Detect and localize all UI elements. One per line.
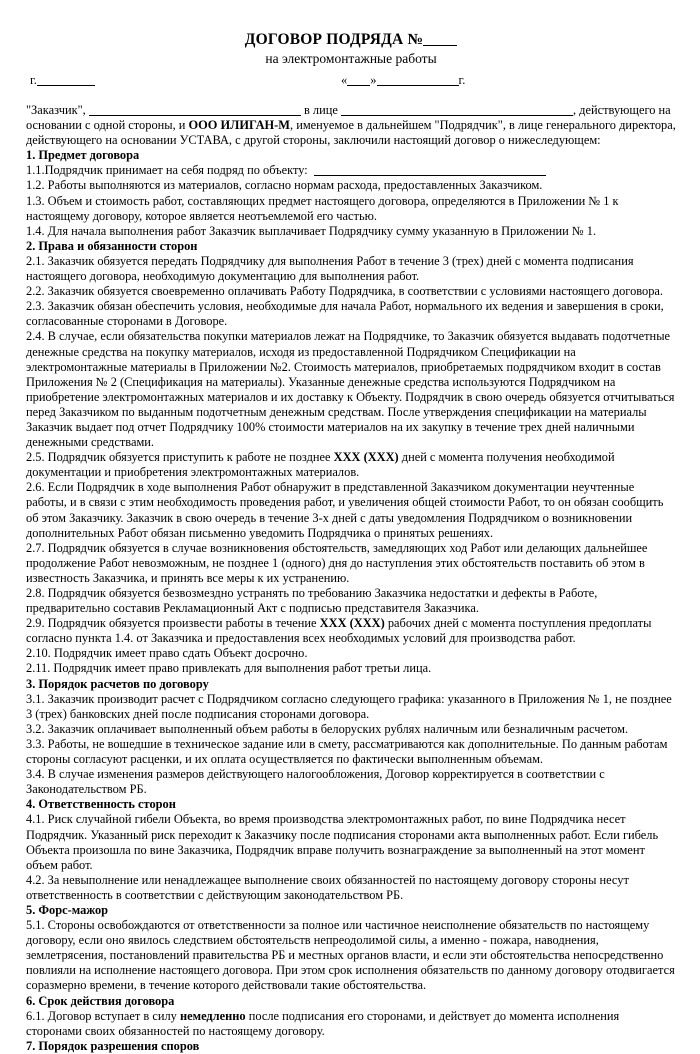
city-date-line (26, 73, 676, 91)
date-quote-close: » (370, 73, 377, 87)
section-heading: 1. Предмет договора (26, 148, 140, 163)
city-prefix: г. (30, 73, 37, 87)
month-blank[interactable] (377, 74, 459, 86)
clause-text: 2.4. В случае, если обязательства покупки материалов лежат на Подрядчике, то Заказчик обязуется выдавать подотчетные денежные средства на покупку материалов, исходя из предоставленной Подрядчиком Спецификации на электромонтажные материалы в Приложении №2. Стоимость материалов, приобретаемых подрядчиком входит в состав Приложения № 2 (Спецификация на материалы). Указанные денежные средства используются Подрядчиком на приобретение электромонтажных материалов и их доставку к Объекту. Подрядчик в свою очередь обязуется отчитываться перед Заказчиком по выданным подотчетным денежным средствам. После утверждения спецификации на материалы Заказчик выдает под отчет Подрядчику 100% стоимости материалов на их закупку в течение трех дней наличными денежными средствами. (26, 329, 675, 450)
clause-1.4 (26, 224, 676, 239)
clause-2.9 (26, 616, 676, 646)
clause-3.4 (26, 767, 676, 797)
clause-text-post: после подписания его сторонами, и действует до момента исполнения сторонами своих обязанностей по настоящему договору. (26, 1008, 620, 1038)
clause-text: 2.7. Подрядчик обязуется в случае возникновения обстоятельств, замедляющих ход Работ или делающих дальнейшее продолжение Работ невозможным, не позднее 1 (одного) дня до наступления этих обстоятельств поставить об этом в известность Заказчика, и принять все меры к их устранению. (26, 540, 648, 585)
clause-3.2 (26, 722, 676, 737)
clause-emphasis: XXX (XXX) (319, 616, 385, 631)
clause-2.11 (26, 661, 676, 676)
section-heading: 4. Ответственность сторон (26, 797, 176, 812)
clause-text: 2.11. Подрядчик имеет право привлекать для выполнения работ третьи лица. (26, 661, 432, 676)
clause-text: 3.2. Заказчик оплачивает выполненный объем работы в белоруских рублях наличным или безналичным расчетом. (26, 721, 629, 736)
section-heading: 5. Форс-мажор (26, 902, 109, 917)
clause-1.3 (26, 194, 676, 224)
year-suffix: г. (458, 73, 466, 87)
clause-text: 3.4. В случае изменения размеров действующего налогообложения, Договор корректируется в соответствии с Законодательством РБ. (26, 767, 605, 797)
clause-5.1 (26, 918, 676, 993)
date-field (341, 73, 465, 88)
clause-text: 4.1. Риск случайной гибели Объекта, во время производства электромонтажных работ, по вине Подрядчика несет Подрядчик. Указанный риск переходит к Заказчику после подписания сторонами акта выполненных работ. Если гибель Объекта произошла по вине Заказчика, Подрядчик вправе получить вознаграждение за выполненный на этот момент объем работ. (26, 812, 659, 872)
clause-text: 2.8. Подрядчик обязуется безвозмездно устранять по требованию Заказчика недостатки и дефекты в Работе, предварительно составив Рекламационный Акт с подписью представителя Заказчика. (26, 586, 598, 616)
clause-text: 1.2. Работы выполняются из материалов, согласно нормам расхода, предоставленных Заказчиком. (26, 178, 543, 193)
contractor-company-name: ООО ИЛИГАН-М (188, 118, 290, 133)
clause-2.10 (26, 646, 676, 661)
clause-emphasis: XXX (XXX) (333, 450, 399, 465)
clause-2.8 (26, 586, 676, 616)
clause-text: 3.3. Работы, не вошедшие в техническое задание или в смету, рассматриваются как дополнительные. По данным работам стороны согласуют расценки, и их оплата осуществляется по фактически выполненным объемам. (26, 736, 668, 767)
clause-text: 4.2. За невыполнение или ненадлежащее выполнение своих обязанностей по настоящему договору стороны несут ответственность в соответствии с действующим законодательством РБ. (26, 872, 629, 902)
section-heading: 3. Порядок расчетов по договору (26, 676, 209, 691)
clause-2.1 (26, 254, 676, 284)
document-body (26, 103, 676, 1054)
city-blank[interactable] (37, 74, 95, 86)
page-title (26, 30, 676, 49)
clause-text: 2.10. Подрядчик имеет право сдать Объект досрочно. (26, 646, 308, 661)
preamble-part4: , именуемое в дальнейшем "Подрядчик", в лице генерального директора, действующего на основании УСТАВА, с другой стороны, заключили настоящий договор о нижеследующем: (26, 118, 676, 148)
clause-2.5 (26, 450, 676, 480)
clause-text: 1.3. Объем и стоимость работ, составляющих предмет настоящего договора, определяются в Приложении № 1 к настоящему договору, которое является неотъемлемой его частью. (26, 193, 619, 223)
customer-representative-blank[interactable] (341, 105, 573, 116)
object-name-blank[interactable] (314, 165, 546, 176)
sections-container (26, 148, 676, 1054)
clause-text: 2.3. Заказчик обязан обеспечить условия, необходимые для начала Работ, нормального их ведения и завершения в сроки, согласованные сторонами в Договоре. (26, 299, 664, 329)
day-blank[interactable] (347, 74, 370, 86)
clause-4.2 (26, 873, 676, 903)
clause-text-pre: 2.5. Подрядчик обязуется приступить к работе не позднее (26, 450, 334, 465)
section-heading: 7. Порядок разрешения споров (26, 1038, 200, 1053)
clause-2.3 (26, 299, 676, 329)
clause-2.4 (26, 329, 676, 450)
clause-text: 3.1. Заказчик производит расчет с Подрядчиком согласно следующего графика: указанного в Приложения № 1, не позднее 3 (трех) банковских дней после подписания сторонами договора. (26, 691, 672, 721)
clause-3.1 (26, 692, 676, 722)
clause-text: 5.1. Стороны освобождаются от ответственности за полное или частичное неисполнение обязательств по настоящему договору, если оно явилось следствием обстоятельств непреодолимой силы, а именно - пожара, наводнения, землетрясения, постановлений правительства РБ и местных органов власти, и если эти обстоятельства непосредственно повлияли на исполнение настоящего договора. При этом срок исполнения обязательств по данному договору отодвигается соразмерно времени, в течение которого действовали такие обстоятельства. (26, 918, 675, 993)
page-subtitle: на электромонтажные работы (265, 51, 437, 66)
clause-emphasis: немедленно (179, 1008, 246, 1023)
customer-name-blank[interactable] (89, 105, 301, 116)
clause-2.6 (26, 480, 676, 540)
clause-text-pre: 6.1. Договор вступает в силу (26, 1008, 180, 1023)
clause-text: 2.6. Если Подрядчик в ходе выполнения Работ обнаружит в представленной Заказчиком документации неучтенные работы, и в связи с этим необходимость проведения работ, и увеличения общей стоимости Работ, то он обязан сообщить об этом Заказчику. Заказчик в свою очередь в течение 3-х дней с даты уведомления Подрядчиком о возникновении дополнительных Работ обязан письменно уведомить Подрядчика о принятых решениях. (26, 480, 664, 540)
clause-2.2 (26, 284, 676, 299)
clause-1.2 (26, 178, 676, 193)
clause-1.1 (26, 163, 676, 178)
date-quote-open: « (341, 73, 348, 87)
section-heading: 2. Права и обязанности сторон (26, 238, 198, 253)
clause-text-post: рабочих дней с момента поступления предоплаты согласно пункта 1.4. от Заказчика и предоставления всех необходимых условий для производства работ. (26, 616, 652, 646)
clause-text-pre: 2.9. Подрядчик обязуется произвести работы в течение (26, 616, 320, 631)
preamble-part1: "Заказчик", (26, 103, 89, 117)
clause-6.1 (26, 1009, 676, 1039)
clause-3.3 (26, 737, 676, 767)
clause-text: 1.1.Подрядчик принимает на себя подряд по объекту: (26, 163, 308, 178)
city-field (30, 73, 95, 88)
clause-text-post: дней с момента получения необходимой документации и приобретения электромонтажных материалов. (26, 450, 615, 480)
contract-number-blank[interactable] (423, 45, 457, 46)
preamble-paragraph (26, 103, 676, 148)
clause-text: 1.4. Для начала выполнения работ Заказчик выплачивает Подрядчику сумму указанную в Приложении № 1. (26, 223, 597, 238)
clause-text: 2.2. Заказчик обязуется своевременно оплачивать Работу Подрядчика, в соответствии с условиями настоящего договора. (26, 284, 664, 299)
clause-text: 2.1. Заказчик обязуется передать Подрядчику для выполнения Работ в течение 3 (трех) дней с момента подписания настоящего договора, необходимую документацию для выполнения работ. (26, 253, 634, 284)
page-title-text: ДОГОВОР ПОДРЯДА № (244, 31, 424, 48)
clause-2.7 (26, 541, 676, 586)
preamble-part3: , действующего на основании с одной стороны, и (26, 103, 671, 133)
section-heading: 6. Срок действия договора (26, 993, 175, 1008)
clause-4.1 (26, 812, 676, 872)
preamble-part2: в лице (300, 103, 341, 117)
